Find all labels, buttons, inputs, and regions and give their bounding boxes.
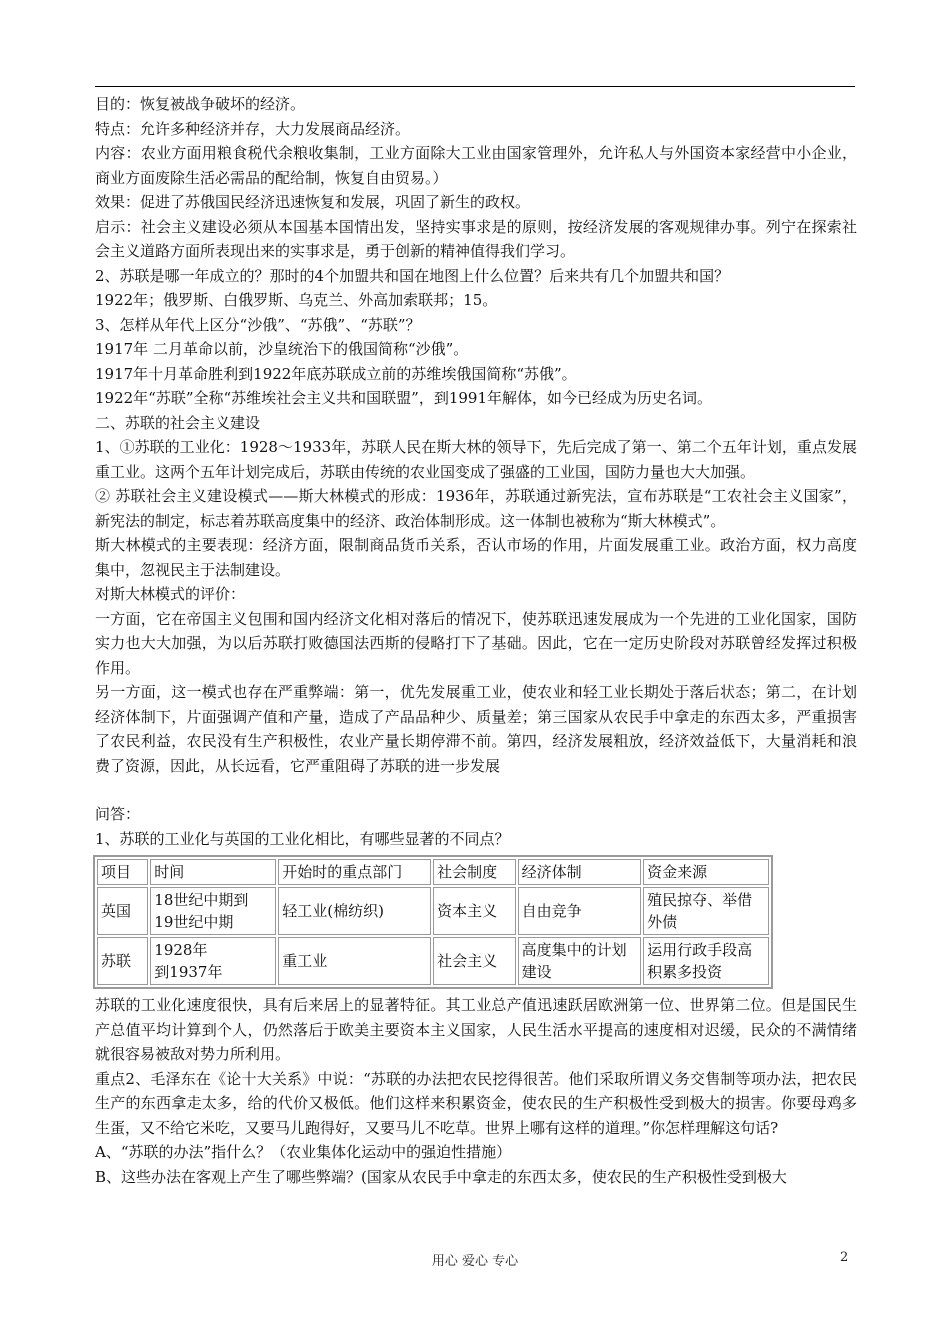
table-header-row: [97, 859, 769, 885]
text-content: 内容：农业方面用粮食税代余粮收集制，工业方面除大工业由国家管理外，允许私人与外国资本家经营中小企业，商业方面废除生活必需品的配给制，恢复自由贸易。）: [95, 144, 857, 187]
question-2: 2、苏联是哪一年成立的？那时的4个加盟共和国在地图上什么位置？后来共有几个加盟共和国？: [95, 266, 730, 285]
paragraph-industrialization-speed: 苏联的工业化速度很快，具有后来居上的显著特征。其工业总产值迅速跃居欧洲第一位、世界第二位。但是国民生产总值平均计算到个人，仍然落后于欧美主要资本主义国家，人民生活水平提高的速度相对迟缓，民众的不满情绪就很容易被敌对势力所利用。: [95, 996, 857, 1063]
table-header-cell: 经济体制: [518, 859, 641, 885]
paragraph-model-features: 斯大林模式的主要表现：经济方面，限制商品货币关系，否认市场的作用，片面发展重工业。政治方面，权力高度集中，忽视民主于法制建设。: [95, 536, 857, 579]
table-cell: 1928年 到1937年: [150, 937, 276, 985]
table-cell: 英国: [97, 887, 148, 935]
paragraph-industrialization: 1、①苏联的工业化：1928～1933年，苏联人民在斯大林的领导下，先后完成了第一、第二个五年计划，重点发展重工业。这两个五年计划完成后，苏联由传统的农业国变成了强盛的工业国，国防力量也大大加强。: [95, 438, 857, 481]
paragraph-positive: 一方面，它在帝国主义包围和国内经济文化相对落后的情况下，使苏联迅速发展成为一个先进的工业化国家，国防实力也大大加强，为以后苏联打败德国法西斯的侵略打下了基础。因此，它在一定历史阶段对苏联曾经发挥过积极作用。: [95, 609, 857, 677]
text-purpose: 目的：恢复被战争破坏的经济。: [95, 95, 306, 113]
paragraph-mao-quote: 重点2、毛泽东在《论十大关系》中说：“苏联的办法把农民挖得很苦。他们采取所谓义务交售制等项办法，把农民生产的东西拿走太多，给的代价又极低。他们这样来积累资金，使农民的生产积极性受到极大的损害。你要母鸡多生蛋，又不给它米吃，又要马儿跑得好，又要马儿不吃草。世界上哪有这样的道理。”你怎样理解这句话?: [95, 1069, 857, 1137]
table-cell: 苏联: [97, 937, 148, 985]
answer-2: 1922年；俄罗斯、白俄罗斯、乌克兰、外高加索联邦；15。: [95, 291, 498, 309]
section-heading: 二、苏联的社会主义建设: [95, 413, 261, 432]
table-header-cell: 资金来源: [643, 859, 769, 885]
text-effect: 效果：促进了苏俄国民经济迅速恢复和发展，巩固了新生的政权。: [95, 193, 531, 211]
table-cell: 轻工业(棉纺织): [278, 887, 431, 935]
text-features: 特点：允许多种经济并存，大力发展商品经济。: [95, 119, 411, 138]
sub-question-b: B、这些办法在客观上产生了哪些弊端？(国家从农民手中拿走的东西太多，使农民的生产积极性受到极大: [95, 1167, 787, 1186]
table-header-cell: 社会制度: [433, 859, 516, 885]
table-header-cell: 开始时的重点部门: [278, 859, 431, 885]
table-row: [97, 937, 769, 985]
qa-heading: 问答：: [95, 805, 141, 823]
comparison-table: [93, 855, 773, 989]
answer-3-line-3: 1922年“苏联”全称“苏维埃社会主义共和国联盟”，到1991年解体，如今已经成为历史名词。: [95, 389, 713, 407]
table-row: [97, 887, 769, 935]
qa-question-1: 1、苏联的工业化与英国的工业化相比，有哪些显著的不同点？: [95, 829, 510, 848]
page-number: 2: [840, 1250, 849, 1265]
answer-3-line-1: 1917年 二月革命以前，沙皇统治下的俄国简称“沙俄”。: [95, 340, 469, 358]
paragraph-negative: 另一方面，这一模式也存在严重弊端：第一，优先发展重工业，使农业和轻工业长期处于落后状态；第二，在计划经济体制下，片面强调产值和产量，造成了产品品种少、质量差；第三国家从农民手中拿走的东西太多，严重损害了农民利益，农民没有生产积极性，农业产量长期停滞不前。第四，经济发展粗放，经济效益低下，大量消耗和浪费了资源，因此，从长远看，它严重阻碍了苏联的进一步发展: [95, 683, 857, 775]
table-cell: 高度集中的计划建设: [518, 937, 641, 985]
paragraph-stalin-model: ② 苏联社会主义建设模式——斯大林模式的形成：1936年，苏联通过新宪法，宣布苏联是“工农社会主义国家”，新宪法的制定，标志着苏联高度集中的经济、政治体制形成。这一体制也被称为“斯大林模式”。: [95, 487, 857, 530]
sub-question-a: A、“苏联的办法”指什么？（农业集体化运动中的强迫性措施）: [95, 1143, 512, 1161]
table-cell: 重工业: [278, 937, 431, 985]
evaluation-heading: 对斯大林模式的评价：: [95, 585, 246, 603]
table-header-cell: 项目: [97, 859, 148, 885]
table-header-cell: 时间: [150, 859, 276, 885]
answer-3-line-2: 1917年十月革命胜利到1922年底苏联成立前的苏维埃俄国简称“苏俄”。: [95, 364, 577, 383]
table-cell: 自由竞争: [518, 887, 641, 935]
table-cell: 社会主义: [433, 937, 516, 985]
text-inspiration: 启示：社会主义建设必须从本国基本国情出发，坚持实事求是的原则，按经济发展的客观规律办事。列宁在探索社会主义道路方面所表现出来的实事求是，勇于创新的精神值得我们学习。: [95, 217, 857, 260]
table-cell: 18世纪中期到 19世纪中期: [150, 887, 276, 935]
table-cell: 殖民掠夺、举借外债: [643, 887, 769, 935]
header-rule: [95, 86, 855, 87]
table-cell: 资本主义: [433, 887, 516, 935]
table-cell: 运用行政手段高积累多投资: [643, 937, 769, 985]
question-3: 3、怎样从年代上区分“沙俄”、“苏俄”、“苏联”？: [95, 315, 421, 334]
page-footer: 用心 爱心 专心: [431, 1254, 519, 1269]
document-body: [95, 92, 857, 1189]
